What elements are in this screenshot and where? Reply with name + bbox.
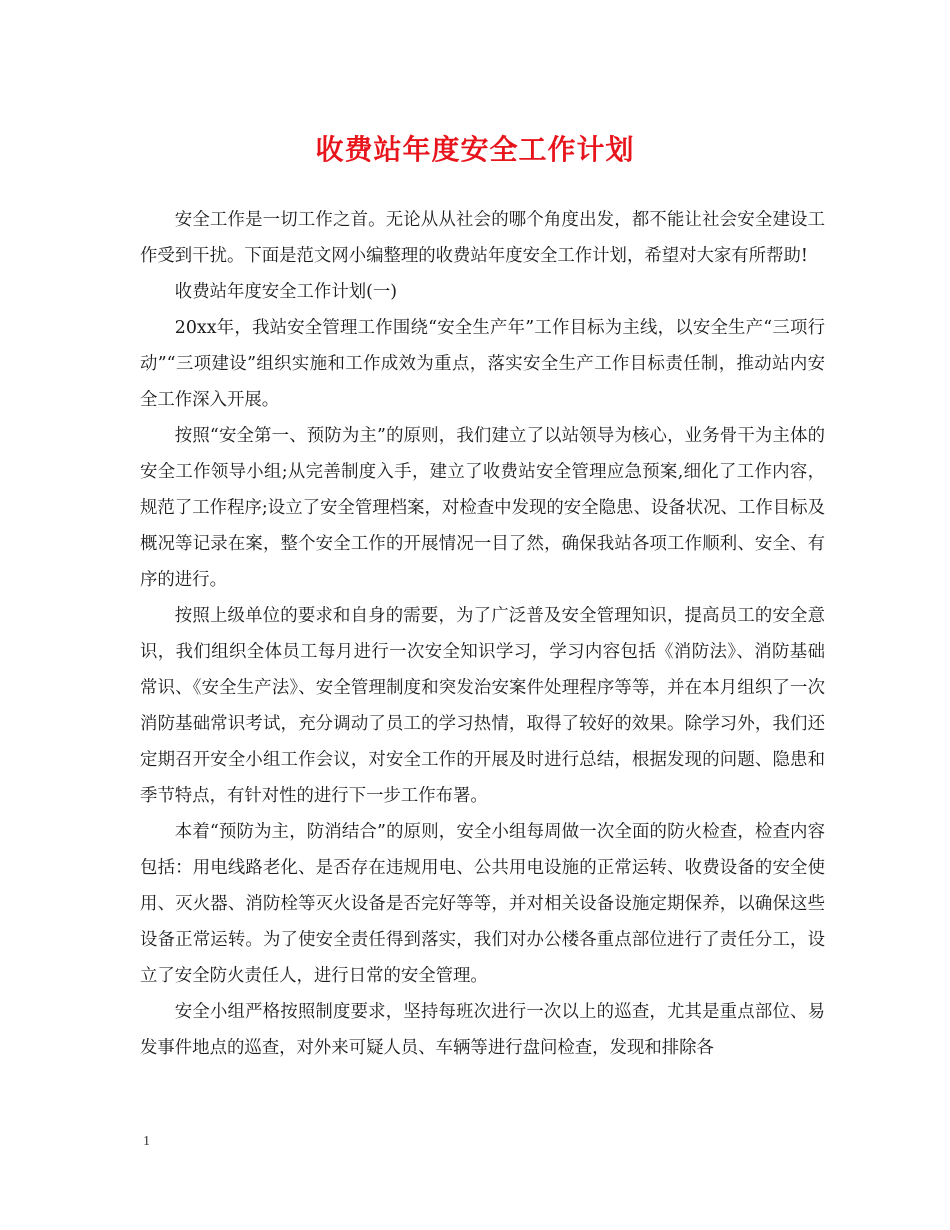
- paragraph-intro: 安全工作是一切工作之首。无论从从社会的哪个角度出发，都不能让社会安全建设工作受到干扰。下面是范文网小编整理的收费站年度安全工作计划，希望对大家有所帮助!: [140, 210, 825, 266]
- page-number: 1: [143, 1134, 150, 1149]
- document-body: [140, 202, 825, 1066]
- section-heading: 收费站年度安全工作计划(一): [174, 282, 398, 302]
- document-title: 收费站年度安全工作计划: [315, 133, 635, 166]
- paragraph: 20xx年，我站安全管理工作围绕“安全生产年”工作目标为主线，以安全生产“三项行动”“三项建设”组织实施和工作成效为重点，落实安全生产工作目标责任制，推动站内安全工作深入开展。: [140, 318, 825, 410]
- paragraph: 安全小组严格按照制度要求，坚持每班次进行一次以上的巡查，尤其是重点部位、易发事件地点的巡查，对外来可疑人员、车辆等进行盘问检查，发现和排除各: [140, 1002, 825, 1058]
- paragraph: 本着“预防为主，防消结合”的原则，安全小组每周做一次全面的防火检查，检查内容包括：用电线路老化、是否存在违规用电、公共用电设施的正常运转、收费设备的安全使用、灭火器、消防栓等灭火设备是否完好等等，并对相关设备设施定期保养，以确保这些设备正常运转。为了使安全责任得到落实，我们对办公楼各重点部位进行了责任分工，设立了安全防火责任人，进行日常的安全管理。: [140, 822, 825, 986]
- paragraph: 按照上级单位的要求和自身的需要，为了广泛普及安全管理知识，提高员工的安全意识，我们组织全体员工每月进行一次安全知识学习，学习内容包括《消防法》、消防基础常识、《安全生产法》、安全管理制度和突发治安案件处理程序等等，并在本月组织了一次消防基础常识考试，充分调动了员工的学习热情，取得了较好的效果。除学习外，我们还定期召开安全小组工作会议，对安全工作的开展及时进行总结，根据发现的问题、隐患和季节特点，有针对性的进行下一步工作布署。: [140, 606, 825, 806]
- paragraph: 按照“安全第一、预防为主”的原则，我们建立了以站领导为核心，业务骨干为主体的安全工作领导小组;从完善制度入手，建立了收费站安全管理应急预案,细化了工作内容，规范了工作程序;设立了安全管理档案，对检查中发现的安全隐患、设备状况、工作目标及概况等记录在案，整个安全工作的开展情况一目了然，确保我站各项工作顺利、安全、有序的进行。: [140, 426, 825, 590]
